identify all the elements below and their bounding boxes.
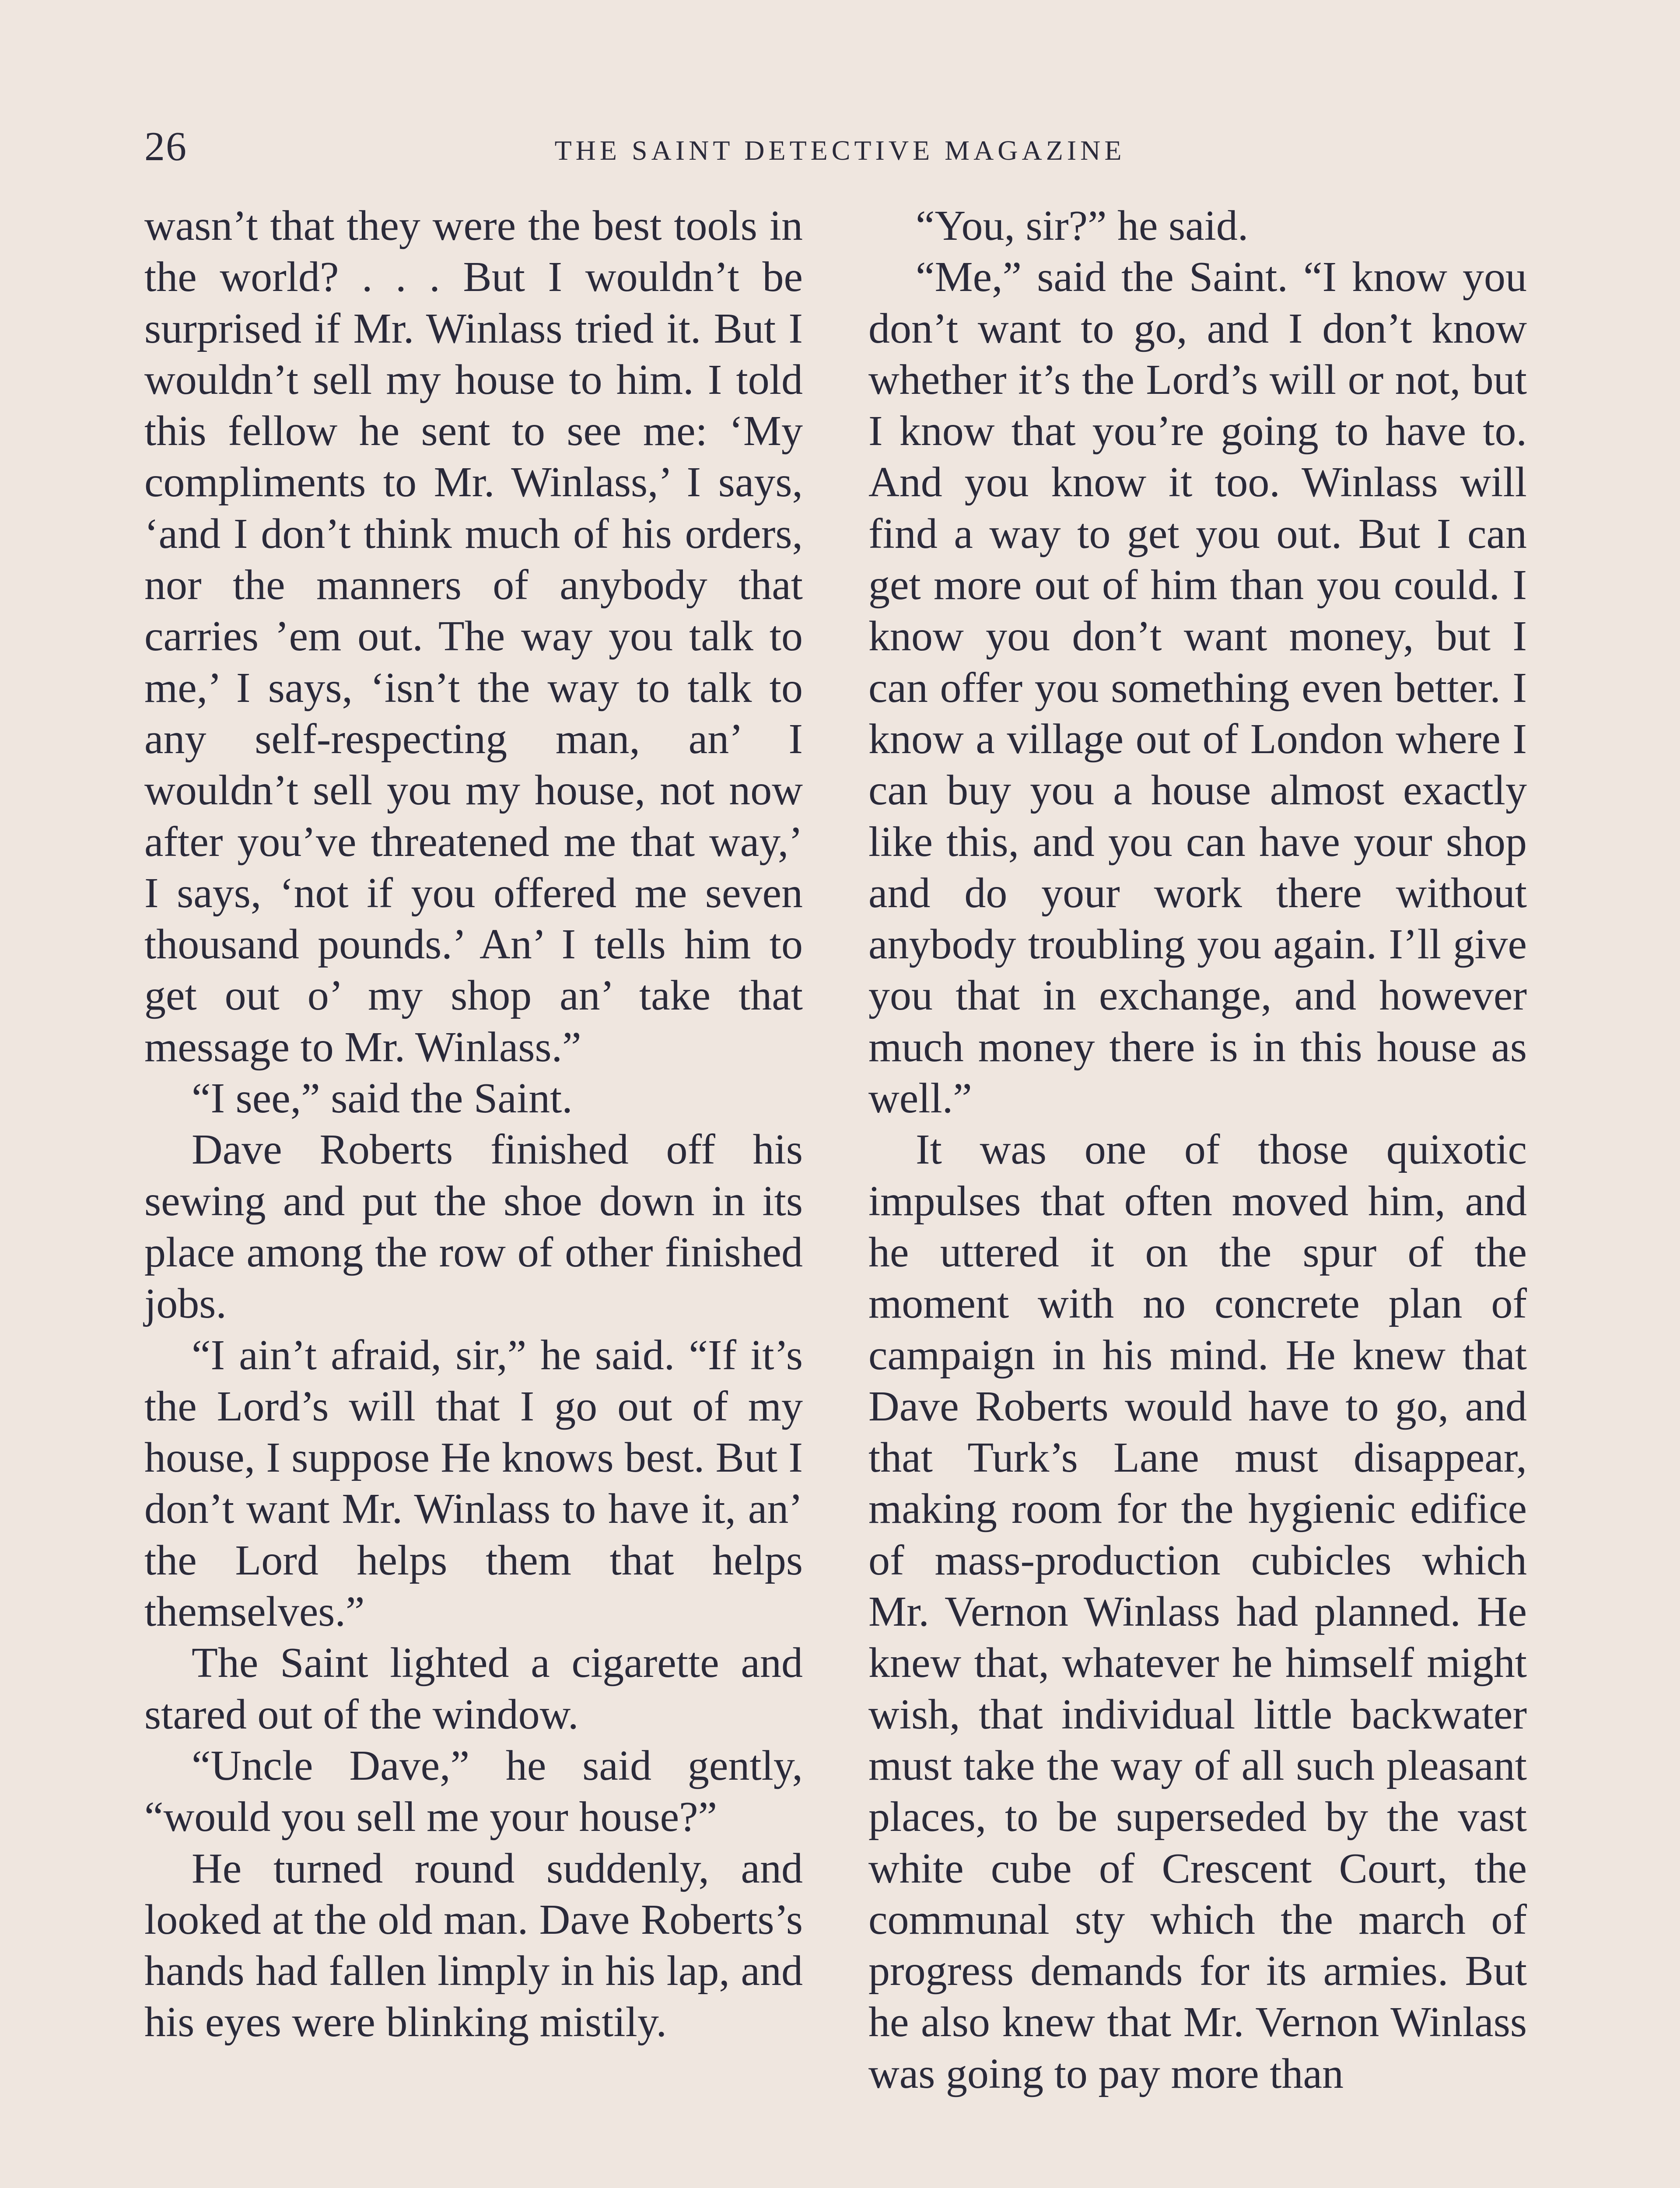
right-column [868,200,1527,2100]
paragraph: “I see,” said the Saint. [192,1075,573,1122]
paragraph: wasn’t that they were the best tools in the world? . . . But I wouldn’t be surprised if Mr. Winlass tried it. But I wouldn’t sell my house to him. I told this fellow he sent to see me: ‘My compliments to Mr. Winlass,’ I says, ‘and I don’t think much of his orders, nor the manners of anybody that carries ’em out. The way you talk to me,’ I says, ‘isn’t the way to talk to any self-respecting man, an’ I wouldn’t sell you my house, not now after you’ve threatened me that way,’ I says, ‘not if you offered me seven thousand pounds.’ An’ I tells him to get out o’ my shop an’ take that message to Mr. Winlass.” [144,202,803,1071]
running-head: THE SAINT DETECTIVE MAGAZINE [554,135,1126,166]
left-column [144,200,803,2048]
paragraph: “Uncle Dave,” he said gently, “would you sell me your house?” [144,1742,803,1841]
page-number: 26 [144,124,187,169]
paragraph: The Saint lighted a cigarette and stared out of the window. [144,1639,803,1738]
paragraph: “You, sir?” he said. [916,202,1249,249]
paragraph: “Me,” said the Saint. “I know you don’t want to go, and I don’t know whether it’s the Lord’s will or not, but I know that you’re going to have to. And you know it too. Winlass will find a way to get you out. But I can get more out of him than you could. I know you don’t want money, but I can offer you something even better. I know a village out of London where I can buy you a house almost exactly like this, and you can have your shop and do your work there without anybody troubling you again. I’ll give you that in exchange, and however much money there is in this house as well.” [868,253,1527,1122]
paragraph: It was one of those quixotic impulses that often moved him, and he uttered it on the spur of the moment with no concrete plan of campaign in his mind. He knew that Dave Roberts would have to go, and that Turk’s Lane must disappear, making room for the hygienic edifice of mass-production cubicles which Mr. Vernon Winlass had planned. He knew that, whatever he himself might wish, that individual little backwater must take the way of all such pleasant places, to be superseded by the vast white cube of Crescent Court, the communal sty which the march of progress demands for its armies. But he also knew that Mr. Vernon Winlass was going to pay more than [868,1126,1527,2097]
paragraph: Dave Roberts finished off his sewing and put the shoe down in its place among the row of other finished jobs. [144,1126,803,1328]
paragraph: “I ain’t afraid, sir,” he said. “If it’s the Lord’s will that I go out of my house, I suppose He knows best. But I don’t want Mr. Winlass to have it, an’ the Lord helps them that helps themselves.” [144,1331,803,1636]
paragraph: He turned round suddenly, and looked at the old man. Dave Roberts’s hands had fallen limply in his lap, and his eyes were blinking mistily. [144,1844,803,2046]
